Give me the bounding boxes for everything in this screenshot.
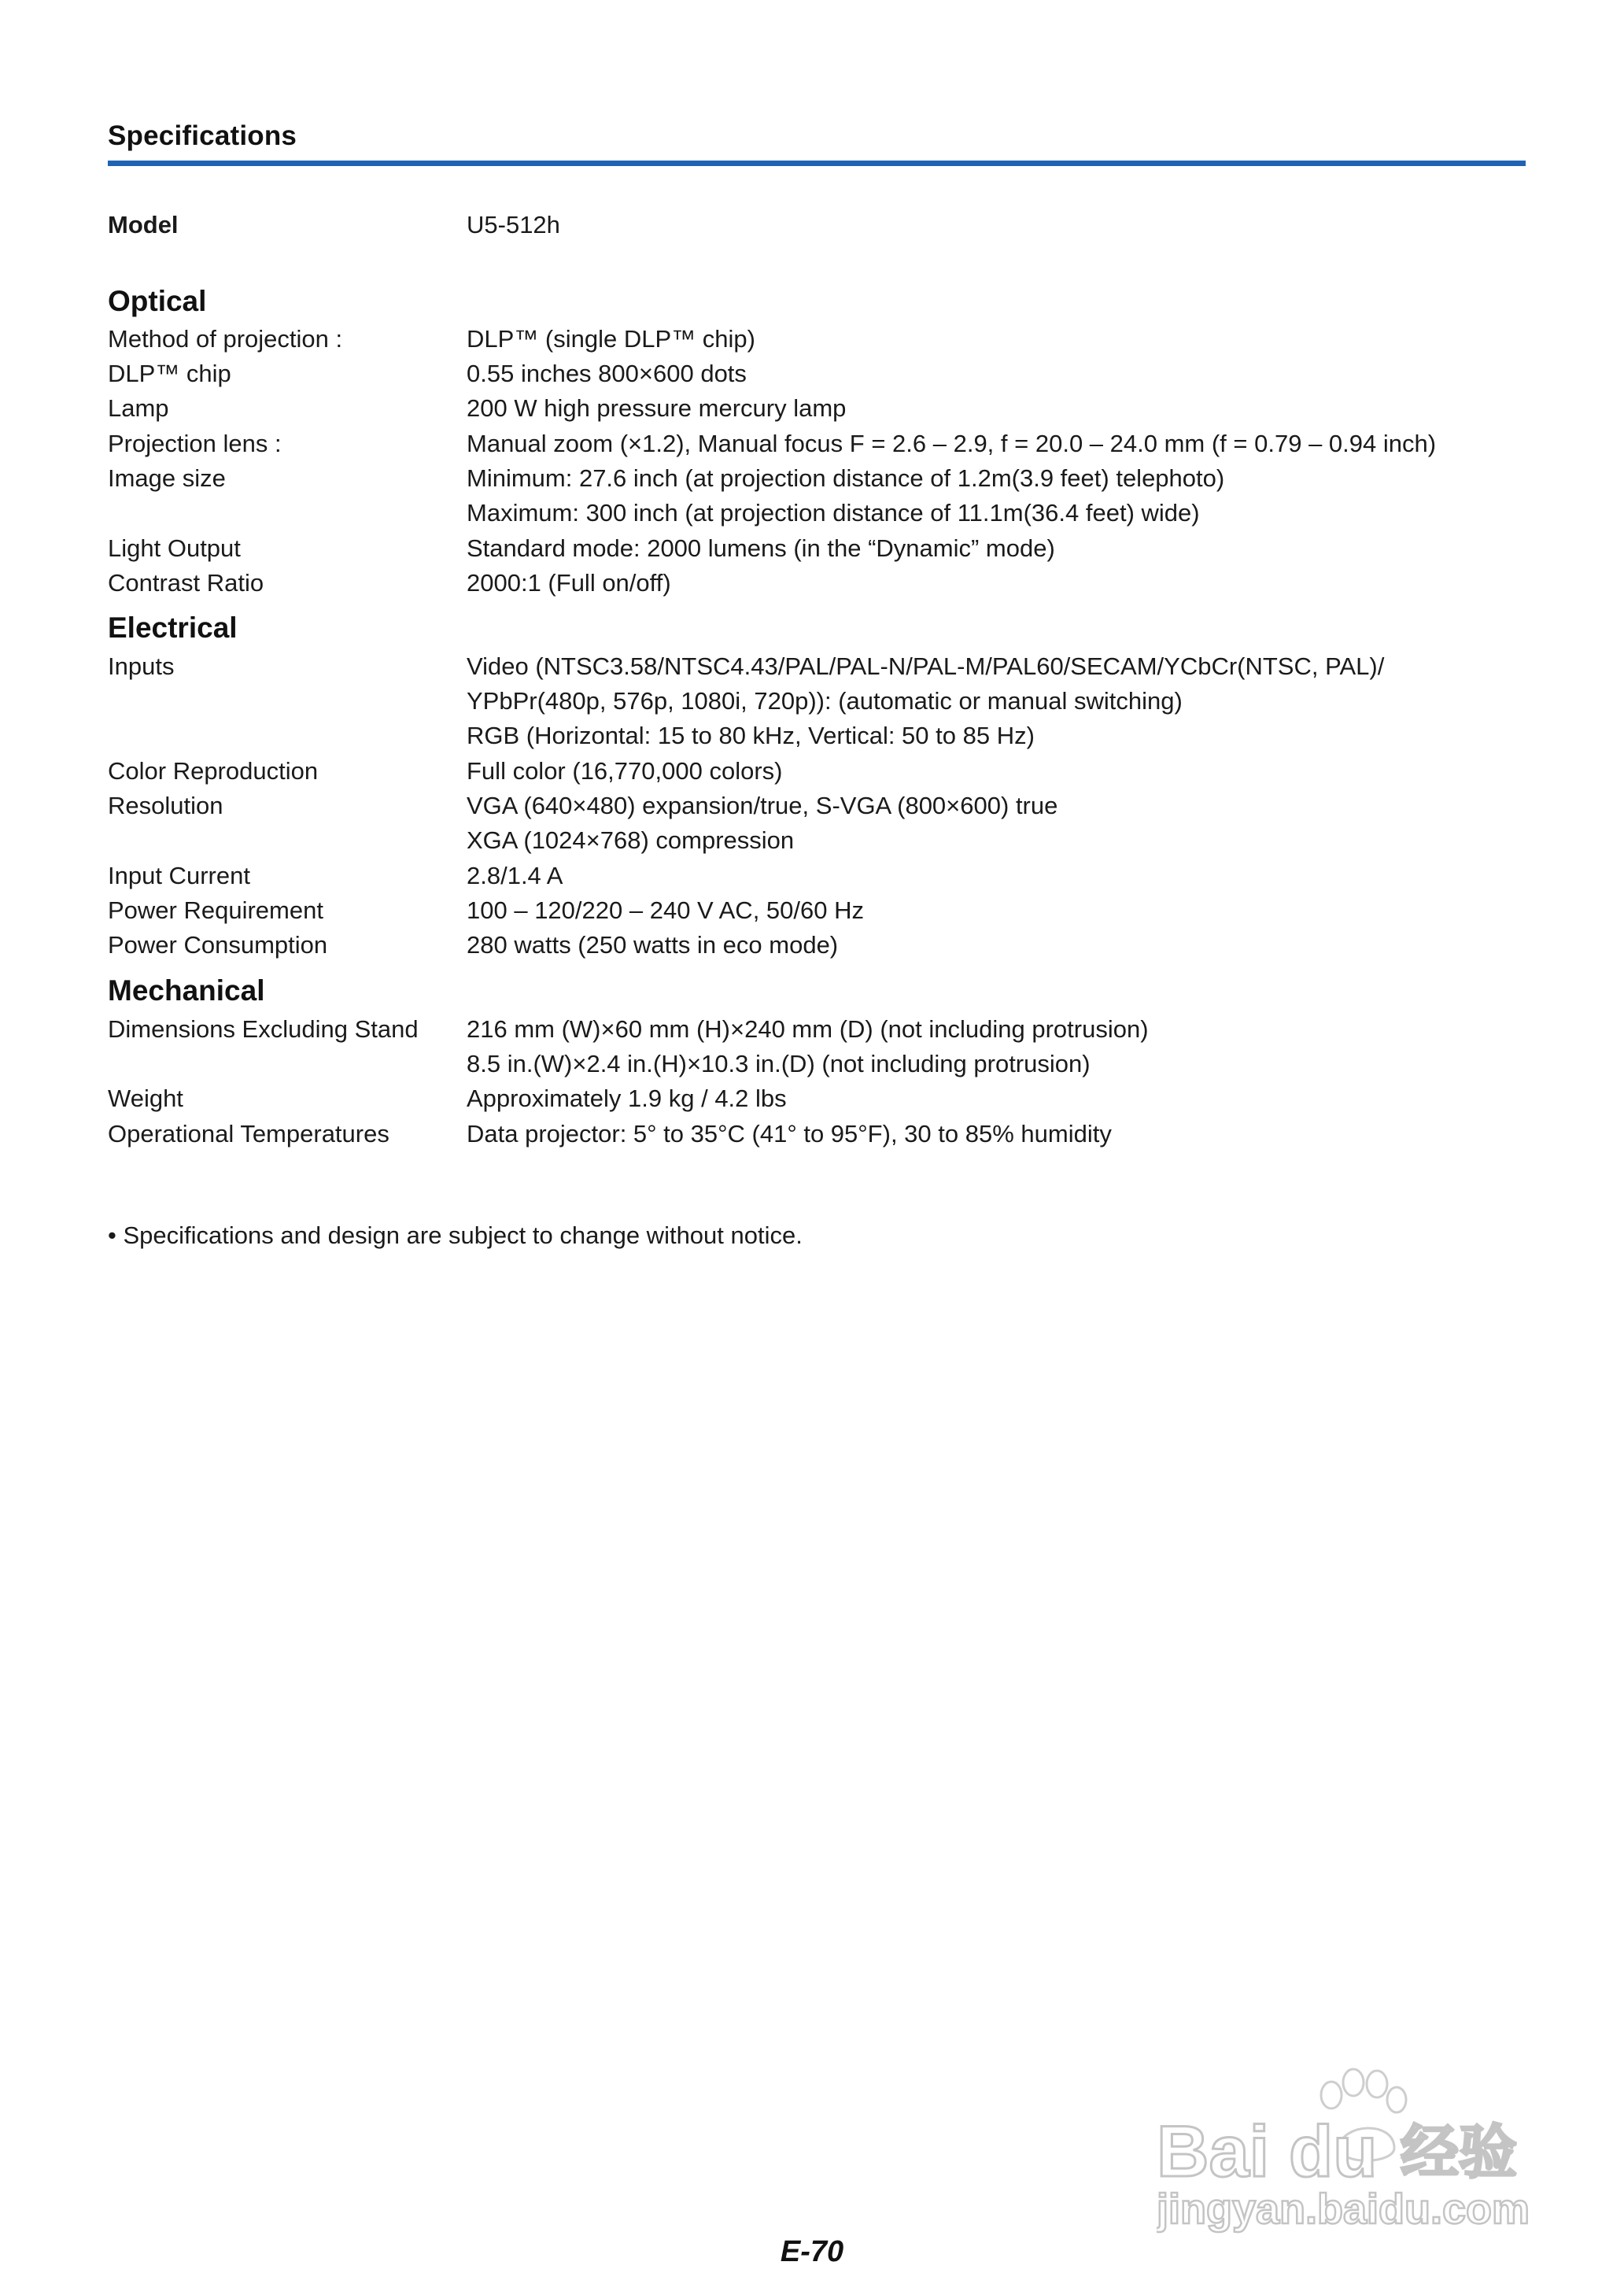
page-number: E-70 <box>780 2235 844 2268</box>
spec-value: 8.5 in.(W)×2.4 in.(H)×10.3 in.(D) (not including protrusion) <box>467 1050 1091 1077</box>
spec-value: Manual zoom (×1.2), Manual focus F = 2.6 – 2.9, f = 20.0 – 24.0 mm (f = 0.79 – 0.94 inch) <box>467 430 1437 457</box>
spec-value: 280 watts (250 watts in eco mode) <box>467 931 839 959</box>
spec-label: Weight <box>108 1085 183 1112</box>
section-heading-optical: Optical <box>108 285 207 317</box>
section-heading-electrical: Electrical <box>108 612 238 644</box>
spec-label: Operational Temperatures <box>108 1120 389 1148</box>
spec-label: Color Reproduction <box>108 757 319 785</box>
spec-value: 2000:1 (Full on/off) <box>467 569 671 597</box>
spec-label: Input Current <box>108 862 250 889</box>
spec-label: Contrast Ratio <box>108 569 264 597</box>
disclaimer-note: • Specifications and design are subject to change without notice. <box>108 1221 803 1249</box>
spec-value: DLP™ (single DLP™ chip) <box>467 325 755 353</box>
spec-value: VGA (640×480) expansion/true, S-VGA (800×600) true <box>467 792 1058 819</box>
svg-text:经验: 经验 <box>1401 2119 1517 2186</box>
spec-label: Inputs <box>108 652 175 680</box>
spec-label: DLP™ chip <box>108 360 231 387</box>
spec-value: XGA (1024×768) compression <box>467 826 795 854</box>
spec-label: Projection lens : <box>108 430 282 457</box>
section-heading-mechanical: Mechanical <box>108 974 265 1007</box>
spec-value: Approximately 1.9 kg / 4.2 lbs <box>467 1085 787 1112</box>
page-title: Specifications <box>108 120 297 151</box>
spec-value: U5-512h <box>467 211 560 238</box>
spec-value: Standard mode: 2000 lumens (in the “Dynamic” mode) <box>467 534 1055 562</box>
spec-value: 0.55 inches 800×600 dots <box>467 360 747 387</box>
spec-value: 200 W high pressure mercury lamp <box>467 394 847 422</box>
spec-value: Data projector: 5° to 35°C (41° to 95°F), 30 to 85% humidity <box>467 1120 1112 1148</box>
spec-label: Model <box>108 211 179 238</box>
spec-value: 100 – 120/220 – 240 V AC, 50/60 Hz <box>467 896 864 924</box>
baidu-jingyan-watermark <box>1157 2054 1550 2235</box>
spec-label: Power Requirement <box>108 896 323 924</box>
spec-label: Dimensions Excluding Stand <box>108 1015 419 1043</box>
svg-text:Bai: Bai <box>1157 2112 1270 2192</box>
spec-value: RGB (Horizontal: 15 to 80 kHz, Vertical: 50 to 85 Hz) <box>467 722 1035 749</box>
spec-value: 216 mm (W)×60 mm (H)×240 mm (D) (not including protrusion) <box>467 1015 1149 1043</box>
spec-value: Maximum: 300 inch (at projection distance of 11.1m(36.4 feet) wide) <box>467 499 1200 527</box>
spec-value: Minimum: 27.6 inch (at projection distance of 1.2m(3.9 feet) telephoto) <box>467 464 1225 492</box>
spec-value: Video (NTSC3.58/NTSC4.43/PAL/PAL-N/PAL-M/PAL60/SECAM/YCbCr(NTSC, PAL)/ <box>467 652 1385 680</box>
spec-value: 2.8/1.4 A <box>467 862 563 889</box>
svg-text:du: du <box>1289 2112 1378 2192</box>
spec-label: Power Consumption <box>108 931 328 959</box>
spec-label: Resolution <box>108 792 223 819</box>
spec-label: Method of projection : <box>108 325 343 353</box>
spec-value: YPbPr(480p, 576p, 1080i, 720p)): (automatic or manual switching) <box>467 687 1183 715</box>
spec-label: Light Output <box>108 534 241 562</box>
spec-label: Lamp <box>108 394 169 422</box>
title-divider <box>108 161 1526 166</box>
spec-label: Image size <box>108 464 226 492</box>
spec-value: Full color (16,770,000 colors) <box>467 757 783 785</box>
svg-text:jingyan.baidu.com: jingyan.baidu.com <box>1157 2186 1530 2233</box>
